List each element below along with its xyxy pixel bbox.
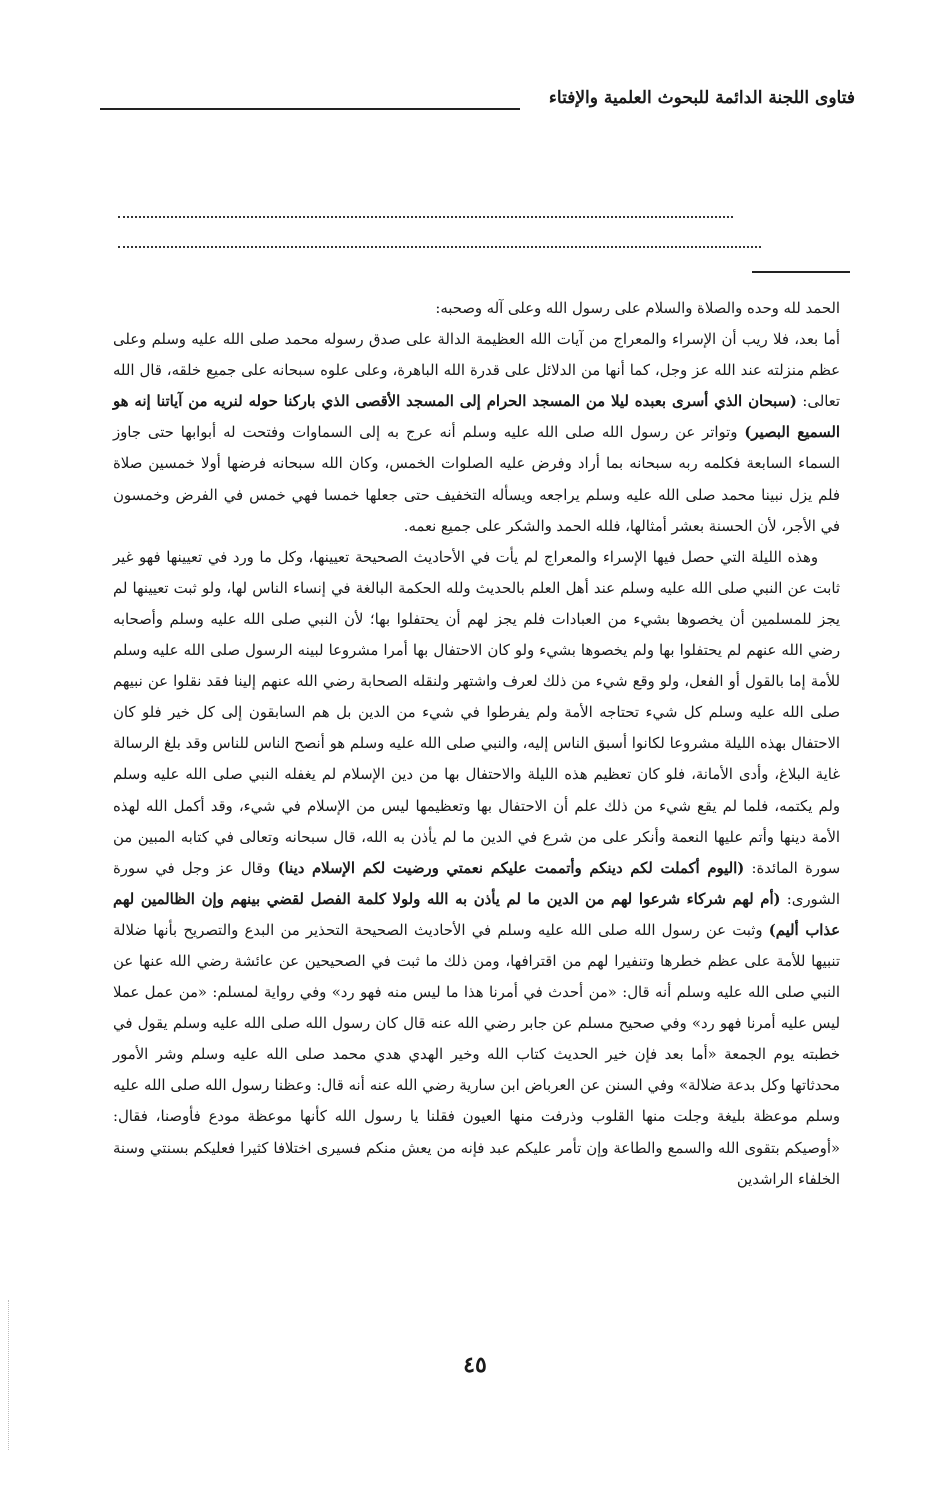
- isra-text-b: وتواتر عن رسول الله صلى الله عليه وسلم أنه عرج به إلى السماوات وفتحت له أبوابها حتى جاوز السماء السابعة فكلمه ربه سبحانه بما أراد وفرض عليه الصلوات الخمس، وكان الله سبحانه فرضها أولا خمسين صلاة فلم يزل نبينا محمد صلى الله عليه وسلم يراجعه ويسأله التخفيف حتى جعلها خمسا فهي خمس في الفرض وخمسون في الأجر، لأن الحسنة بعشر أمثالها، فلله الحمد والشكر على جميع نعمه.: [113, 424, 840, 535]
- dotted-blank-line-1: [118, 216, 733, 218]
- header-rule: [100, 108, 520, 110]
- running-header-title: فتاوى اللجنة الدائمة للبحوث العلمية والإفتاء: [548, 88, 855, 108]
- section-divider-rule: [752, 271, 850, 273]
- page-number: ٤٥: [463, 1352, 487, 1378]
- night-text-c: وثبت عن رسول الله صلى الله عليه وسلم في الأحاديث الصحيحة التحذير من البدع والتصريح بأنها ضلالة تنبيها للأمة على عظم خطرها وتنفيرا لهم من اقترافها، ومن ذلك ما ثبت في الصحيحين عن عائشة رضي الله عنها عن النبي صلى الله عليه وسلم أنه قال: «من أحدث في أمرنا هذا ما ليس منه فهو رد» وفي رواية لمسلم: «من عمل عملا ليس عليه أمرنا فهو رد» وفي صحيح مسلم عن جابر رضي الله عنه قال كان رسول الله صلى الله عليه وسلم يقول في خطبته يوم الجمعة «أما بعد فإن خير الحديث كتاب الله وخير الهدي هدي محمد صلى الله عليه وسلم وشر الأمور محدثاتها وكل بدعة ضلالة» وفي السنن عن العرباض ابن سارية رضي الله عنه أنه قال: وعظنا رسول الله صلى الله عليه وسلم موعظة بليغة وجلت منها القلوب وذرفت منها العيون فقلنا يا رسول الله كأنها موعظة مودع فأوصنا، فقال: «أوصيكم بتقوى الله والسمع والطاعة وإن تأمر عليكم عبد فإنه من يعش منكم فسيرى اختلافا كثيرا فعليكم بسنتي وسنة الخلفاء الراشدين: [113, 921, 840, 1188]
- night-text-a: وهذه الليلة التي حصل فيها الإسراء والمعراج لم يأت في الأحاديث الصحيحة تعيينها، وكل ما ورد في تعيينها فهو غير ثابت عن النبي صلى الله عليه وسلم عند أهل العلم بالحديث ولله الحكمة البالغة في إنساء الناس لها، ولو ثبت تعيينها لم يجز للمسلمين أن يخصوها بشيء من العبادات فلم يجز لهم أن يحتفلوا بها؛ لأن النبي صلى الله عليه وسلم وأصحابه رضي الله عنهم لم يحتفلوا بها ولم يخصوها بشيء ولو كان الاحتفال بها أمرا مشروعا لبينه الرسول صلى الله عليه وسلم للأمة إما بالقول أو الفعل، ولو وقع شيء من ذلك لعرف واشتهر ولنقله الصحابة رضي الله عنهم إلينا فقد نقلوا عن نبيهم صلى الله عليه وسلم كل شيء تحتاجه الأمة ولم يفرطوا في شيء من الدين بل هم السابقون إلى كل خير فلو كان الاحتفال بهذه الليلة مشروعا لكانوا أسبق الناس إليه، والنبي صلى الله عليه وسلم هو أنصح الناس للناس وقد بلغ الرسالة غاية البلاغ، وأدى الأمانة، فلو كان تعظيم هذه الليلة والاحتفال بها من دين الإسلام لم يغفله النبي صلى الله عليه وسلم ولم يكتمه، فلما لم يقع شيء من ذلك علم أن الاحتفال بها وتعظيمها ليس من الإسلام في شيء، وقد أكمل الله لهذه الأمة دينها وأتم عليها النعمة وأنكر على من شرع في الدين ما لم يأذن به الله، قال سبحانه وتعالى في كتابه المبين من سورة المائدة:: [113, 548, 840, 877]
- paragraph-night: [113, 542, 840, 1195]
- isra-text-a: أما بعد، فلا ريب أن الإسراء والمعراج من آيات الله العظيمة الدالة على صدق رسوله محمد صلى الله عليه وسلم وعلى عظم منزلته عند الله عز وجل، كما أنها من الدلائل على قدرة الله الباهرة، وعلى علوه سبحانه على جميع خلقه، قال الله تعالى:: [113, 331, 840, 411]
- night-text-b: وقال عز وجل في سورة الشورى:: [113, 859, 840, 908]
- opening-text: الحمد لله وحده والصلاة والسلام على رسول الله وعلى آله وصحبه:: [435, 300, 840, 317]
- quran-verse-shura: (أم لهم شركاء شرعوا لهم من الدين ما لم يأذن به الله ولولا كلمة الفصل لقضي بينهم وإن الظالمين لهم عذاب أليم): [113, 890, 840, 939]
- quran-verse-isra: (سبحان الذي أسرى بعبده ليلا من المسجد الحرام إلى المسجد الأقصى الذي باركنا حوله لنريه من آياتنا إنه هو السميع البصير): [113, 393, 840, 442]
- paragraph-isra: [113, 324, 840, 542]
- paragraph-opening: [113, 293, 840, 324]
- quran-verse-maidah: (اليوم أكملت لكم دينكم وأتممت عليكم نعمتي ورضيت لكم الإسلام دينا): [277, 859, 745, 877]
- scan-margin-mark: [8, 1300, 11, 1450]
- body-text: [113, 293, 840, 1195]
- dotted-blank-line-2: [118, 246, 761, 248]
